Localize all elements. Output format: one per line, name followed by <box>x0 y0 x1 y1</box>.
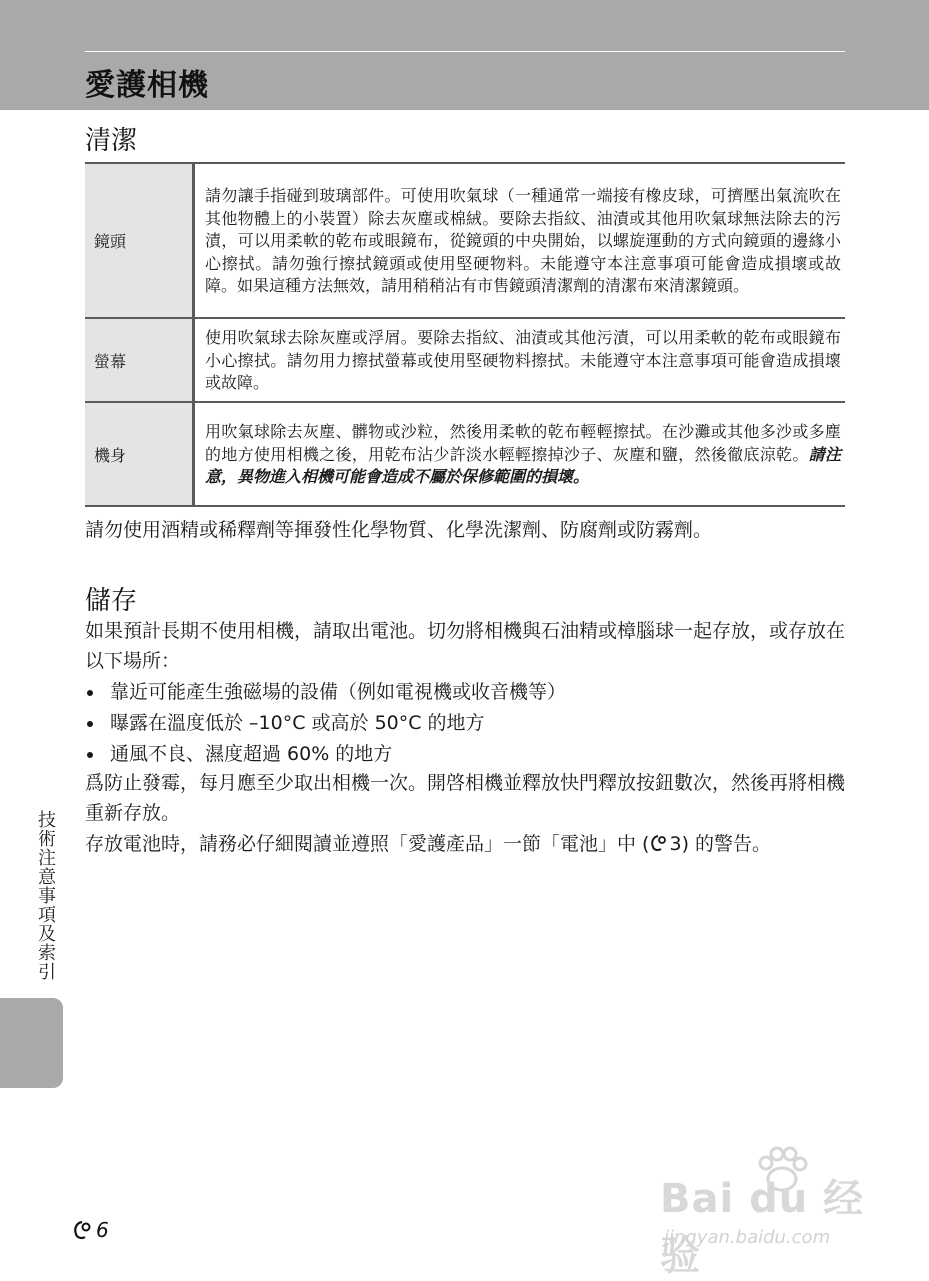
watermark-url: jingyan.baidu.com <box>664 1227 831 1248</box>
reference-mark-icon <box>649 833 669 853</box>
storage-section-title: 儲存 <box>85 586 138 616</box>
page-number-value: 6 <box>96 1218 109 1242</box>
reference-page: 3 <box>669 833 682 855</box>
side-section-label: 技術注意事項及索引 <box>35 810 56 981</box>
row-text-screen: 使用吹氣球去除灰塵或浮屑。要除去指紋、油漬或其他污漬，可以用柔軟的乾布或眼鏡布小心擦拭。請勿用力擦拭螢幕或使用堅硬物料擦拭。未能遵守本注意事項可能會造成損壞或故障。 <box>194 318 846 402</box>
list-item: 通風不良、濕度超過 60% 的地方 <box>85 739 845 770</box>
storage-battery-note: 存放電池時，請務必仔細閱讀並遵照「愛護產品」一節「電池」中 ( 3) 的警告。 <box>85 833 772 855</box>
row-text-body <box>194 402 846 506</box>
bullet-dot <box>87 721 93 727</box>
storage-bullet-list <box>85 677 845 770</box>
body-care-text: 用吹氣球除去灰塵、髒物或沙粒，然後用柔軟的乾布輕輕擦拭。在沙灘或其他多沙或多塵的地方使用相機之後，用乾布沾少許淡水輕輕擦掉沙子、灰塵和鹽，然後徹底涼乾。 <box>205 422 841 464</box>
page-number <box>72 1218 109 1242</box>
watermark-logo: Bai du 经验 <box>660 1176 865 1279</box>
table-row-body <box>85 402 845 506</box>
header-rule <box>85 51 845 52</box>
row-label-body: 機身 <box>85 402 194 506</box>
row-label-screen: 螢幕 <box>85 318 194 402</box>
reference-mark-icon <box>72 1219 94 1241</box>
list-item: 靠近可能產生強磁場的設備（例如電視機或收音機等） <box>85 677 845 708</box>
baidu-watermark <box>660 1145 890 1279</box>
row-label-lens: 鏡頭 <box>85 163 194 318</box>
cleaning-note: 請勿使用酒精或稀釋劑等揮發性化學物質、化學洗潔劑、防腐劑或防霧劑。 <box>85 519 713 541</box>
list-item: 曝露在溫度低於 –10°C 或高於 50°C 的地方 <box>85 708 845 739</box>
side-tab <box>0 998 63 1088</box>
bullet-dot <box>87 690 93 696</box>
storage-monthly: 爲防止發霉，每月應至少取出相機一次。開啓相機並釋放快門釋放按鈕數次，然後再將相機重新存放。 <box>85 772 846 824</box>
table-row-lens <box>85 163 845 318</box>
cleaning-table <box>85 162 845 507</box>
page-title: 愛護相機 <box>85 68 209 103</box>
cleaning-section-title: 清潔 <box>85 126 138 156</box>
warranty-warning: 請注意，異物進入相機可能會造成不屬於保修範圍的損壞。 <box>205 444 841 487</box>
bullet-dot <box>87 752 93 758</box>
table-row-screen <box>85 318 845 402</box>
row-text-lens: 請勿讓手指碰到玻璃部件。可使用吹氣球（一種通常一端接有橡皮球，可擠壓出氣流吹在其他物體上的小裝置）除去灰塵或棉絨。要除去指紋、油漬或其他用吹氣球無法除去的污漬，可以用柔軟的乾布或眼鏡布，從鏡頭的中央開始，以螺旋運動的方式向鏡頭的邊緣小心擦拭。請勿強行擦拭鏡頭或使用堅硬物料。未能遵守本注意事項可能會造成損壞或故障。如果這種方法無效，請用稍稍沾有市售鏡頭清潔劑的清潔布來清潔鏡頭。 <box>194 163 846 318</box>
storage-intro: 如果預計長期不使用相機，請取出電池。切勿將相機與石油精或樟腦球一起存放，或存放在以下場所： <box>85 620 846 672</box>
